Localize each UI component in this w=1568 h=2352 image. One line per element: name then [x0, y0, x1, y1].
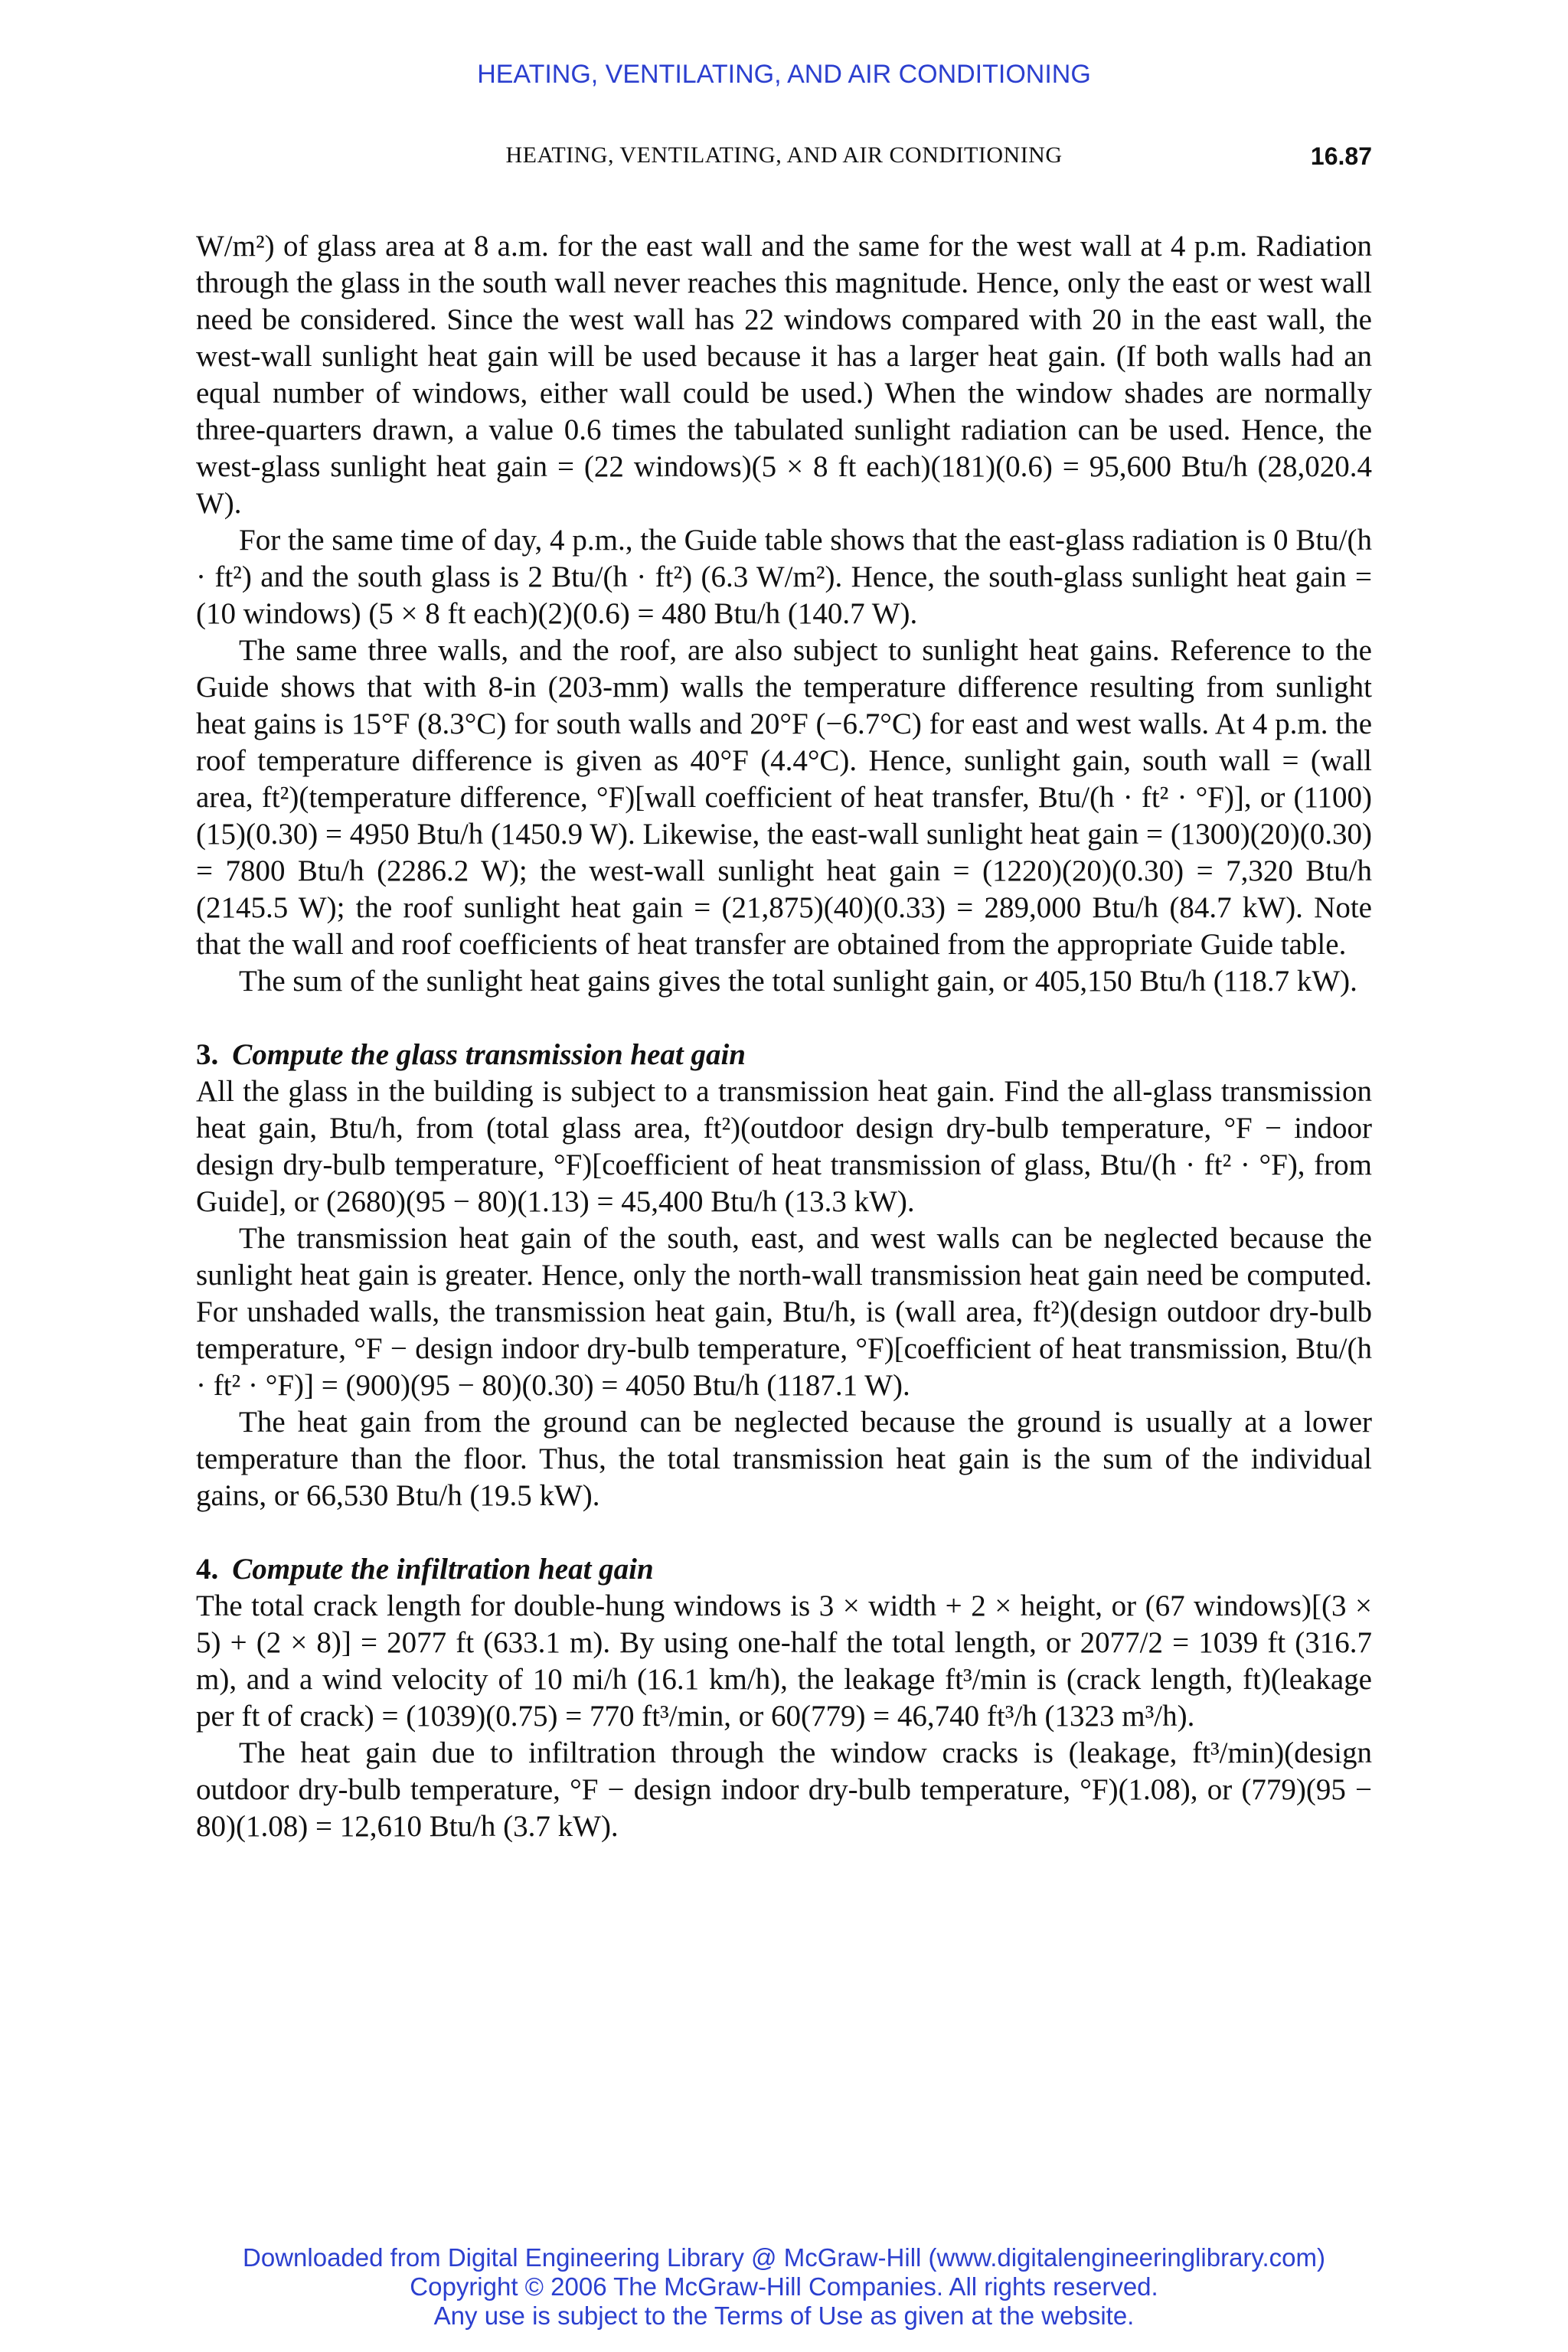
paragraph-2: For the same time of day, 4 p.m., the Guide table shows that the east-glass radiation is 0 Btu/(h · ft²) and the south glass is 2 Btu/(h · ft²) (6.3 W/m²). Hence, the south-glass sunlight heat gain = (10 windows) (5 × 8 ft each)(2)(0.6) = 480 Btu/h (140.7 W). [196, 524, 1372, 630]
section-heading-4 [196, 1551, 1372, 1588]
section-number-4: 4. [196, 1553, 219, 1586]
paragraph-5: All the glass in the building is subject to a transmission heat gain. Find the all-glass transmission heat gain, Btu/h, from (total glass area, ft²)(outdoor design dry-bulb temperature, °F − indoor design dry-bulb temperature, °F)[coefficient of heat transmission of glass, Btu/(h · ft² · °F), from Guide], or (2680)(95 − 80)(1.13) = 45,400 Btu/h (13.3 kW). [196, 1075, 1372, 1218]
paragraph-9: The heat gain due to infiltration through the window cracks is (leakage, ft³/min)(design outdoor dry-bulb temperature, °F − design indoor dry-bulb temperature, °F)(1.08), or (779)(95 − 80)(1.08) = 12,610 Btu/h (3.7 kW). [196, 1736, 1372, 1843]
running-title: HEATING, VENTILATING, AND AIR CONDITIONING [505, 142, 1063, 168]
section-number-3: 3. [196, 1038, 219, 1071]
section-title-3: Compute the glass transmission heat gain [232, 1038, 746, 1071]
paragraph-4: The sum of the sunlight heat gains gives the total sunlight gain, or 405,150 Btu/h (118.7 kW). [239, 965, 1357, 998]
footer-download-line[interactable]: Downloaded from Digital Engineering Library @ McGraw-Hill (www.digitalengineeringlibrary.com) [243, 2243, 1325, 2272]
paragraph-3: The same three walls, and the roof, are also subject to sunlight heat gains. Reference to the Guide shows that with 8-in (203-mm) walls the temperature difference resulting from sunlight heat gains is 15°F (8.3°C) for south walls and 20°F (−6.7°C) for east and west walls. At 4 p.m. the roof temperature difference is given as 40°F (4.4°C). Hence, sunlight gain, south wall = (wall area, ft²)(temperature difference, °F)[wall coefficient of heat transfer, Btu/(h · ft² · °F)], or (1100)(15)(0.30) = 4950 Btu/h (1450.9 W). Likewise, the east-wall sunlight heat gain = (1300)(20)(0.30) = 7800 Btu/h (2286.2 W); the west-wall sunlight heat gain = (1220)(20)(0.30) = 7,320 Btu/h (2145.5 W); the roof sunlight heat gain = (21,875)(40)(0.33) = 289,000 Btu/h (84.7 kW). Note that the wall and roof coefficients of heat transfer are obtained from the appropriate Guide table. [196, 634, 1372, 961]
document-banner: HEATING, VENTILATING, AND AIR CONDITIONING [477, 60, 1091, 89]
section-title-4: Compute the infiltration heat gain [232, 1553, 654, 1586]
footer-terms-line[interactable]: Any use is subject to the Terms of Use as given at the website. [433, 2301, 1135, 2330]
page-footer [0, 2243, 1568, 2331]
page-body [196, 228, 1372, 1845]
paragraph-7: The heat gain from the ground can be neglected because the ground is usually at a lower temperature than the floor. Thus, the total transmission heat gain is the sum of the individual gains, or 66,530 Btu/h (19.5 kW). [196, 1406, 1372, 1512]
paragraph-1: W/m²) of glass area at 8 a.m. for the east wall and the same for the west wall at 4 p.m. Radiation through the glass in the south wall never reaches this magnitude. Hence, only the east or west wall need be considered. Since the west wall has 22 windows compared with 20 in the east wall, the west-wall sunlight heat gain will be used because it has a larger heat gain. (If both walls had an equal number of windows, either wall could be used.) When the window shades are normally three-quarters drawn, a value 0.6 times the tabulated sunlight radiation can be used. Hence, the west-glass sunlight heat gain = (22 windows)(5 × 8 ft each)(181)(0.6) = 95,600 Btu/h (28,020.4 W). [196, 230, 1372, 520]
page-number: 16.87 [1310, 142, 1372, 170]
footer-copyright-line: Copyright © 2006 The McGraw-Hill Companies. All rights reserved. [410, 2272, 1158, 2301]
section-heading-3 [196, 1037, 1372, 1073]
paragraph-8: The total crack length for double-hung windows is 3 × width + 2 × height, or (67 windows)[(3 × 5) + (2 × 8)] = 2077 ft (633.1 m). By using one-half the total length, or 2077/2 = 1039 ft (316.7 m), and a wind velocity of 10 mi/h (16.1 km/h), the leakage ft³/min is (crack length, ft)(leakage per ft of crack) = (1039)(0.75) = 770 ft³/min, or 60(779) = 46,740 ft³/h (1323 m³/h). [196, 1589, 1372, 1733]
paragraph-6: The transmission heat gain of the south, east, and west walls can be neglected because the sunlight heat gain is greater. Hence, only the north-wall transmission heat gain need be computed. For unshaded walls, the transmission heat gain, Btu/h, is (wall area, ft²)(design outdoor dry-bulb temperature, °F − design indoor dry-bulb temperature, °F)[coefficient of heat transmission, Btu/(h · ft² · °F)] = (900)(95 − 80)(0.30) = 4050 Btu/h (1187.1 W). [196, 1222, 1372, 1402]
running-header [196, 142, 1372, 176]
